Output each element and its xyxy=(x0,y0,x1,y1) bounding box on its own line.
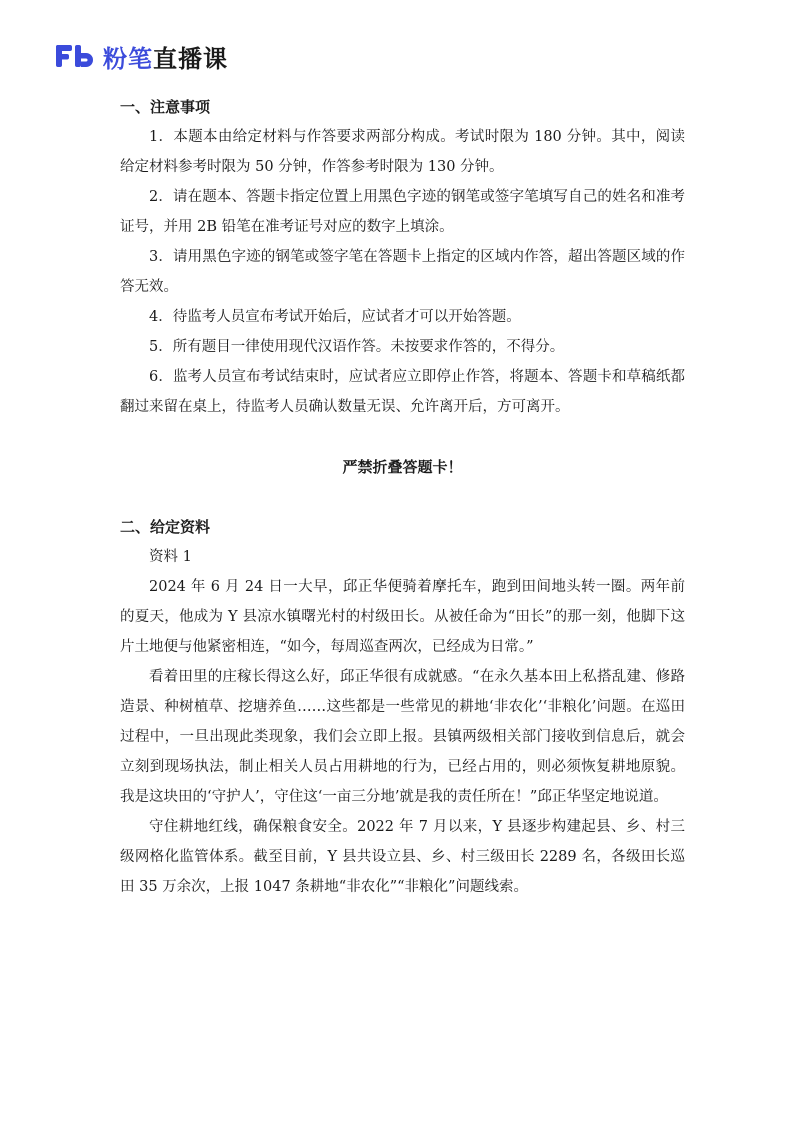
fenbi-logo-icon xyxy=(55,43,95,69)
notice-item: 2．请在题本、答题卡指定位置上用黑色字迹的钢笔或签字笔填写自己的姓名和准考证号，并用 2B 铅笔在准考证号对应的数字上填涂。 xyxy=(120,189,685,235)
warning-heading: 严禁折叠答题卡！ xyxy=(342,458,463,476)
notice-item: 6．监考人员宣布考试结束时，应试者应立即停止作答，将题本、答题卡和草稿纸都翻过来留在桌上，待监考人员确认数量无误、允许离开后，方可离开。 xyxy=(120,369,685,415)
notice-item: 1．本题本由给定材料与作答要求两部分构成。考试时限为 180 分钟。其中，阅读给定材料参考时限为 50 分钟，作答参考时限为 130 分钟。 xyxy=(120,129,685,175)
material-paragraph: 守住耕地红线，确保粮食安全。2022 年 7 月以来，Y 县逐步构建起县、乡、村三级网格化监管体系。截至目前，Y 县共设立县、乡、村三级田长 2289 名，各级田长巡田 35 万余次，上报 1047 条耕地“非农化”“非粮化”问题线索。 xyxy=(120,819,685,895)
material-paragraph: 看着田里的庄稼长得这么好，邱正华很有成就感。“在永久基本田上私搭乱建、修路造景、种树植草、挖塘养鱼……这些都是一些常见的耕地‘非农化’‘非粮化’问题。在巡田过程中，一旦出现此类现象，我们会立即上报。县镇两级相关部门接收到信息后，就会立刻到现场执法，制止相关人员占用耕地的行为，已经占用的，则必须恢复耕地原貌。我是这块田的‘守护人’，守住这‘一亩三分地’就是我的责任所在！”邱正华坚定地说道。 xyxy=(120,669,685,805)
page-header xyxy=(55,40,228,72)
document-body xyxy=(120,92,685,902)
section-title-materials: 二、给定资料 xyxy=(120,518,211,536)
material-label: 资料 1 xyxy=(149,549,192,565)
section-title-notes: 一、注意事项 xyxy=(120,98,211,116)
notice-item: 4．待监考人员宣布考试开始后，应试者才可以开始答题。 xyxy=(149,309,521,325)
brand-primary: 粉笔 xyxy=(103,44,153,73)
material-paragraph: 2024 年 6 月 24 日一大早，邱正华便骑着摩托车，跑到田间地头转一圈。两年前的夏天，他成为 Y 县凉水镇曙光村的村级田长。从被任命为“田长”的那一刻，他脚下这片土地便与他紧密相连，“如今，每周巡查两次，已经成为日常。” xyxy=(120,579,685,655)
brand-suffix: 直播课 xyxy=(153,44,228,73)
notice-item: 3．请用黑色字迹的钢笔或签字笔在答题卡上指定的区域内作答，超出答题区域的作答无效。 xyxy=(120,249,685,295)
brand-name xyxy=(103,39,228,74)
notice-item: 5．所有题目一律使用现代汉语作答。未按要求作答的，不得分。 xyxy=(149,339,565,355)
